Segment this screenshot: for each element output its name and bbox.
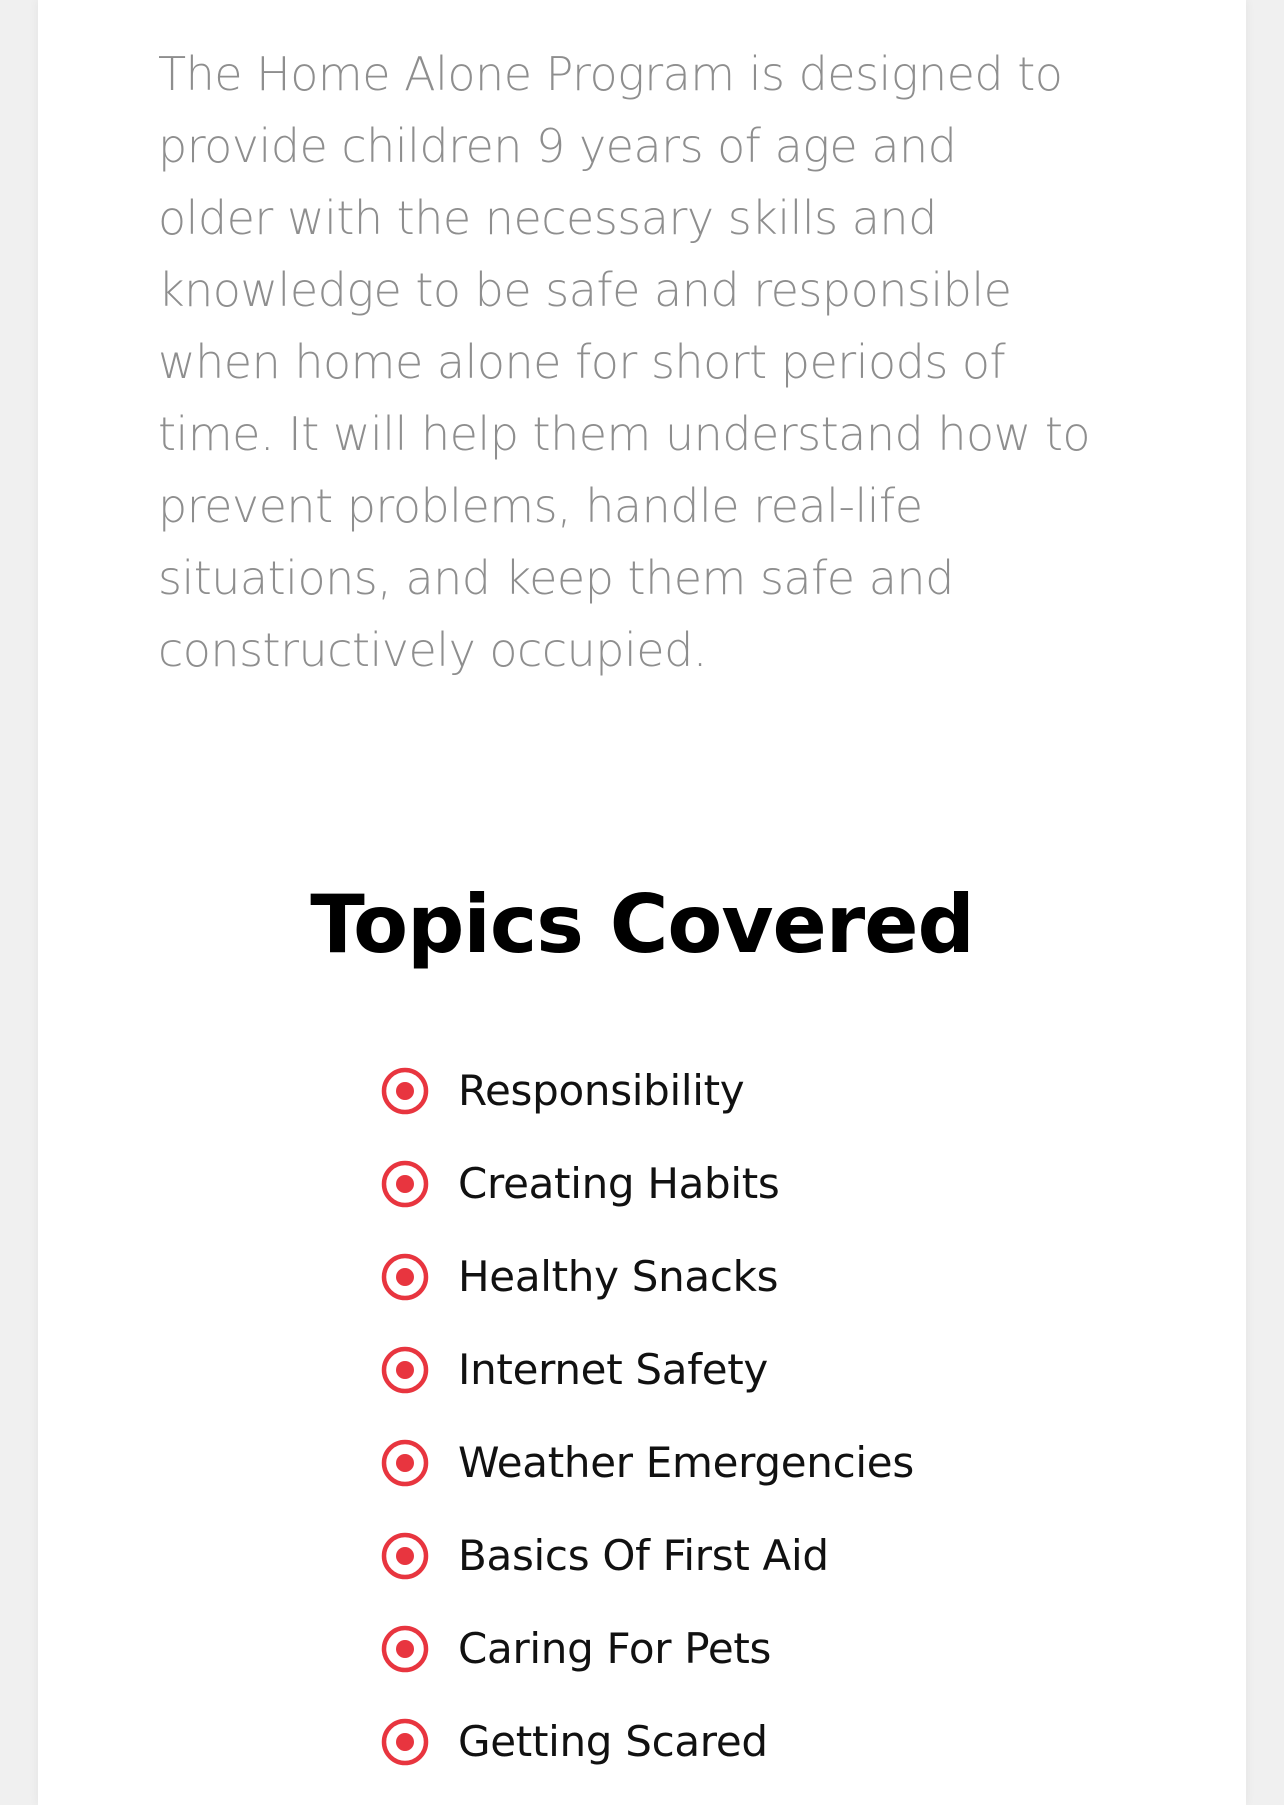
content-card xyxy=(38,0,1246,1805)
topic-label: Weather Emergencies xyxy=(458,1438,914,1487)
topic-item-getting-scared xyxy=(380,1695,914,1788)
radio-dot-icon xyxy=(380,1252,430,1302)
topic-label: Creating Habits xyxy=(458,1159,780,1208)
topic-label: Internet Safety xyxy=(458,1345,768,1394)
radio-dot-icon xyxy=(380,1624,430,1674)
topic-label: Getting Scared xyxy=(458,1717,768,1766)
topic-item-caring-for-pets xyxy=(380,1602,914,1695)
topic-label: Caring For Pets xyxy=(458,1624,772,1673)
topic-item-first-aid xyxy=(380,1509,914,1602)
radio-dot-icon xyxy=(380,1531,430,1581)
program-description: The Home Alone Program is designed to provide children 9 years of age and older with the necessary skills and knowledge to be safe and responsible when home alone for short periods of time. It will help them understand how to prevent problems, handle real-life situations, and keep them safe and constructively occupied. xyxy=(158,47,1091,677)
topic-label: Responsibility xyxy=(458,1066,745,1115)
radio-dot-icon xyxy=(380,1438,430,1488)
radio-dot-icon xyxy=(380,1066,430,1116)
topic-label: Basics Of First Aid xyxy=(458,1531,829,1580)
topic-item-creating-habits xyxy=(380,1137,914,1230)
radio-dot-icon xyxy=(380,1717,430,1767)
radio-dot-icon xyxy=(380,1345,430,1395)
topic-item-healthy-snacks xyxy=(380,1230,914,1323)
topic-item-responsibility xyxy=(380,1044,914,1137)
topic-item-internet-safety xyxy=(380,1323,914,1416)
topic-item-weather-emergencies xyxy=(380,1416,914,1509)
radio-dot-icon xyxy=(380,1159,430,1209)
topic-label: Healthy Snacks xyxy=(458,1252,779,1301)
topics-list xyxy=(380,1044,914,1788)
topics-heading: Topics Covered xyxy=(310,878,974,971)
